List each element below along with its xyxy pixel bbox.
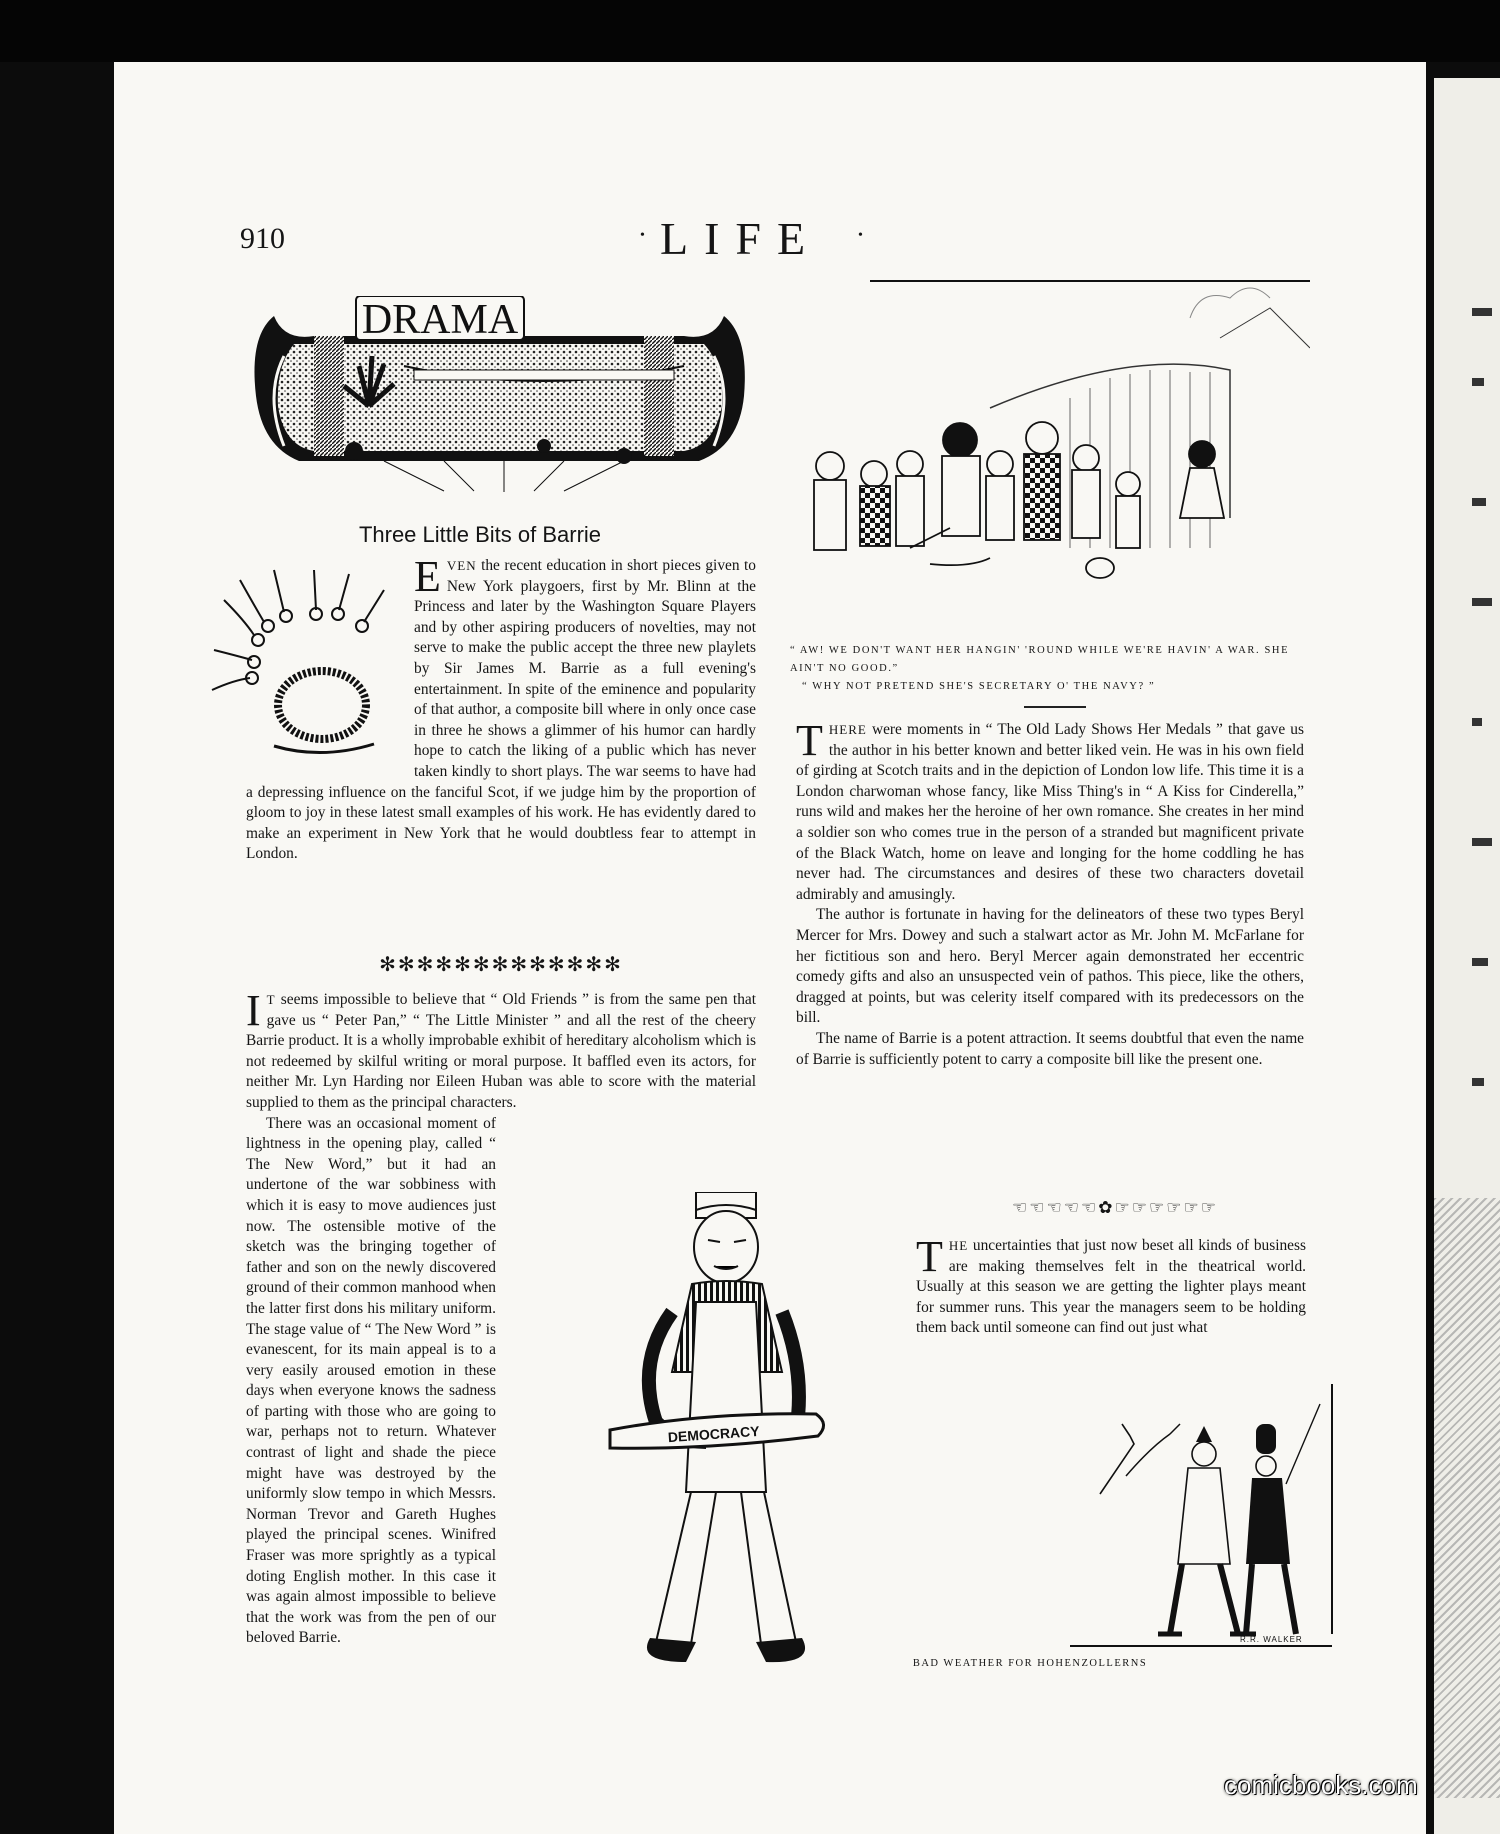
- dropcap-e: E: [414, 552, 441, 601]
- adjacent-page-edge: [1434, 78, 1500, 1834]
- section2-lead: T: [266, 992, 276, 1007]
- new-word-paragraph: There was an occasional moment of lightness in the opening play, called “ The New Word,” but it had an undertone of the war sobbiness with which it is easy to move audiences just now. The ostensible motive of the sketch was the bringing together of father and son on the newly discovered ground of their common manhood when the latter first dons his military uniform. The stage value of “ The New Word ” is evanescent, for its main appeal is to a very easily aroused emotion in these days when everyone knows the sadness of parting with those who are going to war, perhaps not to return. Whatever contrast of light and shade the piece might have was destroyed by the uniformly slow tempo in which Messrs. Norman Trevor and Gareth Hughes played the principal scenes. Winifred Fraser was more sprightly as a typical doting English mother. In this case it was again almost impossible to believe that the work was from the pen of our beloved Barrie.: [246, 1114, 496, 1647]
- divider-ornament: ✻✻✻✻✻✻✻✻✻✻✻✻✻: [379, 954, 623, 976]
- watermark: comicbooks.com: [1224, 1770, 1418, 1800]
- uncertainties-column: [916, 1232, 1306, 1339]
- old-lady-paragraph: were moments in “ The Old Lady Shows Her Medals ” that gave us the author in his better known and better liked vein. He was in his own field of girding at Scotch traits and in the depiction of London low life. This time it is a London charwoman whose fancy, like Miss Thing's in “ A Kiss for Cinderella,” runs wild and makes her the heroine of her own romance. She creates in her mind a soldier son who comes true in the person of a stranded but magnificent private of the Black Watch, home on leave and longing for the home coddling he has never had. The circumstances and desires of these two characters dovetail admirably and amusingly.: [796, 721, 1304, 903]
- section3-lead: HERE: [828, 722, 867, 737]
- article-title: Three Little Bits of Barrie: [358, 522, 602, 547]
- children-caption-line2: “ WHY NOT PRETEND SHE'S SECRETARY O' THE NAVY? ”: [802, 681, 1156, 692]
- dropcap-t: T: [796, 716, 823, 765]
- dropcap-t2: T: [916, 1232, 943, 1281]
- children-war-cartoon: [770, 278, 1310, 634]
- old-friends-paragraph: seems impossible to believe that “ Old Friends ” is from the same pen that gave us “ Peter Pan,” “ The Little Minister ” and all the rest of the cheery Barrie product. It is a wholly improbable exhibit of hereditary alcoholism which is not redeemed by skilful writing or moral purpose. It baffled even its actors, for neither Mr. Lyn Harding nor Eileen Huban was able to score with the material supplied to them as the principal characters.: [246, 991, 756, 1111]
- hohenzollerns-caption: BAD WEATHER FOR HOHENZOLLERNS: [912, 1658, 1148, 1669]
- old-lady-column: [796, 716, 1304, 1070]
- section4-lead: HE: [948, 1238, 969, 1253]
- drama-banner-label: DRAMA: [361, 297, 519, 343]
- masthead-ornament-right: •: [858, 228, 863, 243]
- hohenzollerns-cartoon: [1070, 1384, 1340, 1648]
- cast-paragraph: The author is fortunate in having for the delineators of these two types Beryl Mercer for Mrs. Dowey and such a stalwart actor as Mr. John M. McFarlane for her fictitious son and hero. Beryl Mercer again demonstrated her eccentric comedy gifts and also an unsuspected vein of pathos. This piece, like the others, dragged at points, but was celerity itself compared with its predecessors on the bill.: [796, 906, 1304, 1027]
- children-caption-line1: “ AW! WE DON'T WANT HER HANGIN' 'ROUND WHILE WE'RE HAVIN' A WAR. SHE AIN'T NO GOOD.”: [790, 645, 1290, 674]
- drama-banner-illustration: [244, 296, 754, 492]
- masthead: LIFE: [660, 213, 822, 264]
- democracy-butcher-cartoon: [596, 1192, 846, 1678]
- caption-divider: [1024, 706, 1086, 708]
- dropcap-i: I: [246, 986, 261, 1035]
- democracy-club-label: DEMOCRACY: [667, 1422, 760, 1446]
- page-number: 910: [240, 222, 285, 255]
- masthead-ornament-left: •: [640, 228, 645, 243]
- uncertainties-paragraph: uncertainties that just now beset all kinds of business are making themselves felt in the theatrical world. Usually at this season we are getting the lighter plays meant for summer runs. This year the managers seem to be holding them back until someone can find out just what: [916, 1237, 1306, 1337]
- cartoon-signature: R.R. WALKER: [1240, 1635, 1303, 1644]
- scan-top-border: [0, 0, 1500, 62]
- intro-column: [246, 552, 756, 865]
- intro-paragraph: the recent education in short pieces given to New York playgoers, first by Mr. Blinn at the Princess and later by the Washington Square Players and by other aspiring producers of novelties, may not serve to make the public accept the three new playlets by Sir James M. Barrie as a full evening's entertainment. In spite of the eminence and popularity of that author, a composite bill where in only once case in three he shows a glimmer of his humor can hardly hope to catch the liking of a public which has never taken kindly to short plays. The war seems to have had a depressing influence on the fanciful Scot, if we judge him by the proportion of gloom to joy in these latest small examples of his work. He has evidently dared to make an experiment in New York that he would doubtless fear to attempt in London.: [246, 557, 756, 863]
- intro-lead: VEN: [446, 558, 477, 573]
- barrie-name-paragraph: The name of Barrie is a potent attraction. It seems doubtful that even the name of Barrie is sufficiently potent to carry a composite bill like the present one.: [796, 1029, 1304, 1068]
- hands-ornament: ☜☜☜☜☜✿☞☞☞☞☞☞: [1012, 1198, 1218, 1217]
- children-cartoon-caption: [790, 642, 1310, 696]
